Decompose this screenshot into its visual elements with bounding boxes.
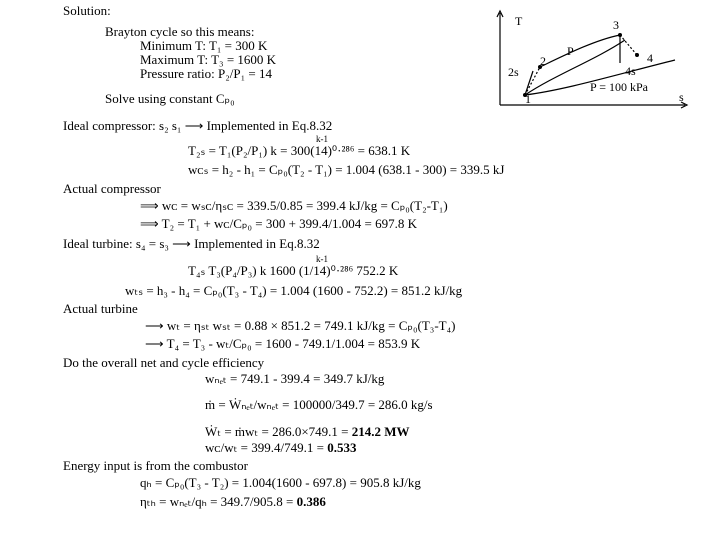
eq-wts: wₜₛ = h₃ - h₄ = Cₚ₀(T₃ - T₄) = 1.004 (1600 - 752.2) = 851.2 kJ/kg bbox=[125, 283, 463, 298]
state-point-3 bbox=[618, 33, 622, 37]
eq-wc: ⟹ wᴄ = wₛᴄ/ηₛᴄ = 339.5/0.85 = 399.4 kJ/kg = Cₚ₀(T₂-T₁) bbox=[140, 198, 448, 213]
text-ideal-compressor: Ideal compressor: s₂ s₁ ⟶ Implemented in Eq.8.32 bbox=[63, 118, 333, 133]
eq-wt-power-lhs: Ẇₜ = ṁwₜ = 286.0×749.1 = bbox=[205, 424, 352, 439]
eq-back-work-lhs: wᴄ/wₜ = 399.4/749.1 = bbox=[205, 440, 328, 455]
label-4s: 4s bbox=[625, 64, 636, 78]
text-energy-input: Energy input is from the combustor bbox=[63, 458, 248, 473]
text-actual-turbine: Actual turbine bbox=[63, 301, 138, 316]
eq-qh: qₕ = Cₚ₀(T₃ - T₂) = 1.004(1600 - 697.8) = 905.8 kJ/kg bbox=[140, 475, 421, 490]
eq-t2s: T₂ₛ = T₁(P₂/P₁) k = 300(14)⁰·²⁸⁶ = 638.1 K bbox=[188, 143, 411, 158]
text-ideal-turbine: Ideal turbine: s₄ = s₃ ⟶ Implemented in Eq.8.32 bbox=[63, 236, 320, 251]
result-back-work: 0.533 bbox=[327, 440, 357, 455]
text-brayton: Brayton cycle so this means: bbox=[105, 24, 255, 39]
label-p: P bbox=[567, 44, 574, 58]
result-power: 214.2 MW bbox=[351, 424, 410, 439]
label-2: 2 bbox=[540, 54, 546, 68]
eq-t4s: T₄ₛ T₃(P₄/P₃) k 1600 (1/14)⁰·²⁸⁶ 752.2 K bbox=[188, 263, 399, 278]
exponent-k1-b: k-1 bbox=[316, 254, 328, 264]
text-solve-using: Solve using constant Cₚ₀ bbox=[105, 91, 235, 106]
eq-eta bbox=[140, 494, 326, 509]
label-1: 1 bbox=[525, 92, 531, 106]
result-efficiency: 0.386 bbox=[296, 494, 326, 509]
axis-label-t: T bbox=[515, 14, 523, 28]
text-pressure-ratio: Pressure ratio: P₂/P₁ = 14 bbox=[140, 66, 272, 81]
eq-t4: ⟶ T₄ = T₃ - wₜ/Cₚ₀ = 1600 - 749.1/1.004 = 853.9 K bbox=[145, 336, 421, 351]
eq-wt-power bbox=[205, 424, 410, 439]
eq-t2: ⟹ T₂ = T₁ + wᴄ/Cₚ₀ = 300 + 399.4/1.004 = 697.8 K bbox=[140, 216, 418, 231]
text-actual-compressor: Actual compressor bbox=[63, 181, 161, 196]
text-max-t: Maximum T: T₃ = 1600 K bbox=[140, 52, 277, 67]
heading-solution: Solution: bbox=[63, 3, 111, 18]
label-2s: 2s bbox=[508, 65, 519, 79]
eq-wnet: wₙₑₜ = 749.1 - 399.4 = 349.7 kJ/kg bbox=[205, 371, 385, 386]
state-point-4 bbox=[635, 53, 639, 57]
text-min-t: Minimum T: T₁ = 300 K bbox=[140, 38, 268, 53]
label-3: 3 bbox=[613, 18, 619, 32]
label-p-low: P = 100 kPa bbox=[590, 80, 648, 94]
eq-eta-lhs: ηₜₕ = wₙₑₜ/qₕ = 349.7/905.8 = bbox=[140, 494, 297, 509]
label-4: 4 bbox=[647, 51, 653, 65]
text-overall: Do the overall net and cycle efficiency bbox=[63, 355, 265, 370]
eq-mdot: ṁ = Ẇₙₑₜ/wₙₑₜ = 100000/349.7 = 286.0 kg/s bbox=[205, 397, 433, 412]
axis-label-s: s bbox=[679, 90, 684, 104]
eq-back-work bbox=[205, 440, 356, 455]
ts-diagram bbox=[495, 5, 695, 113]
heat-addition bbox=[540, 35, 620, 67]
exponent-k1-a: k-1 bbox=[316, 134, 328, 144]
expansion-actual bbox=[620, 35, 637, 55]
eq-wcs: wᴄₛ = h₂ - h₁ = Cₚ₀(T₂ - T₁) = 1.004 (638.1 - 300) = 339.5 kJ bbox=[188, 162, 505, 177]
eq-wt: ⟶ wₜ = ηₛₜ wₛₜ = 0.88 × 851.2 = 749.1 kJ/kg = Cₚ₀(T₃-T₄) bbox=[145, 318, 456, 333]
